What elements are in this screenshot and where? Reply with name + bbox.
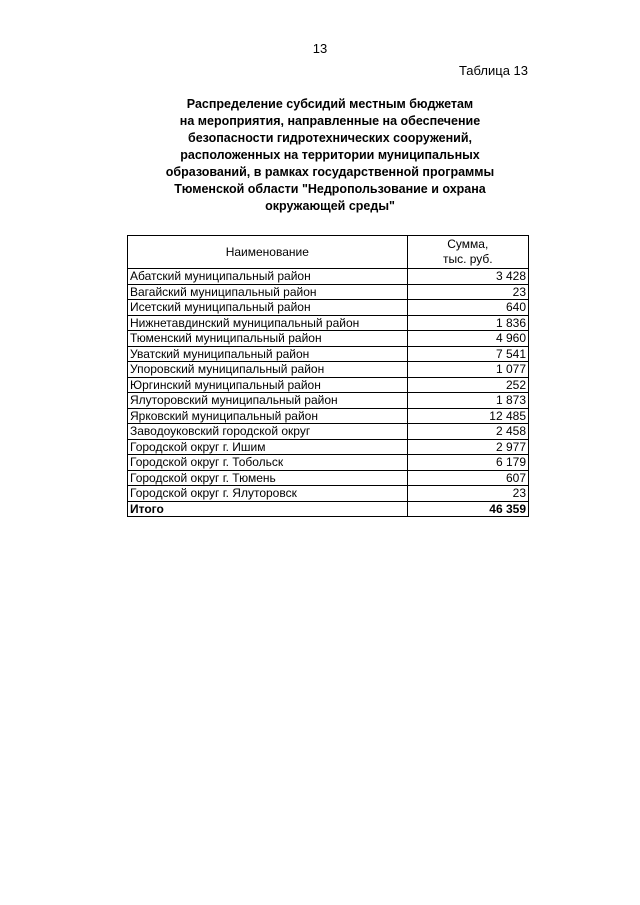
row-sum: 1 873 — [407, 393, 528, 409]
title-line: на мероприятия, направленные на обеспечение — [179, 114, 481, 128]
row-name: Городской округ г. Ишим — [128, 439, 408, 455]
total-row — [128, 501, 529, 517]
table-row — [128, 439, 529, 455]
table-row — [128, 486, 529, 502]
row-name: Заводоуковский городской округ — [128, 424, 408, 440]
table-row — [128, 269, 529, 285]
table-row — [128, 315, 529, 331]
row-name: Юргинский муниципальный район — [128, 377, 408, 393]
document-title — [150, 96, 510, 215]
table-row — [128, 393, 529, 409]
page-number: 13 — [312, 41, 328, 56]
row-name: Исетский муниципальный район — [128, 300, 408, 316]
row-sum: 6 179 — [407, 455, 528, 471]
row-sum: 1 836 — [407, 315, 528, 331]
total-label: Итого — [128, 501, 408, 517]
row-name: Ярковский муниципальный район — [128, 408, 408, 424]
row-sum: 12 485 — [407, 408, 528, 424]
row-name: Вагайский муниципальный район — [128, 284, 408, 300]
table-row — [128, 284, 529, 300]
row-name: Городской округ г. Ялуторовск — [128, 486, 408, 502]
header-name: Наименование — [128, 236, 408, 269]
title-line: окружающей среды" — [265, 199, 395, 213]
title-line: образований, в рамках государственной программы — [165, 165, 495, 179]
header-sum-line: Сумма, — [447, 237, 489, 251]
title-line: расположенных на территории муниципальных — [180, 148, 480, 162]
header-sum — [407, 236, 528, 269]
table-row — [128, 470, 529, 486]
row-sum: 607 — [407, 470, 528, 486]
table-row — [128, 408, 529, 424]
row-name: Абатский муниципальный район — [128, 269, 408, 285]
row-sum: 640 — [407, 300, 528, 316]
row-name: Упоровский муниципальный район — [128, 362, 408, 378]
row-sum: 2 458 — [407, 424, 528, 440]
table-row — [128, 362, 529, 378]
table-row — [128, 424, 529, 440]
row-sum: 3 428 — [407, 269, 528, 285]
table-row — [128, 346, 529, 362]
row-sum: 2 977 — [407, 439, 528, 455]
table-row — [128, 377, 529, 393]
title-line: Распределение субсидий местным бюджетам — [186, 97, 474, 111]
header-sum-line: тыс. руб. — [442, 252, 493, 266]
table-row — [128, 455, 529, 471]
title-line: безопасности гидротехнических сооружений, — [188, 131, 472, 145]
row-name: Нижнетавдинский муниципальный район — [128, 315, 408, 331]
row-sum: 1 077 — [407, 362, 528, 378]
row-name: Городской округ г. Тобольск — [128, 455, 408, 471]
table-header-row — [128, 236, 529, 269]
row-sum: 23 — [407, 486, 528, 502]
row-name: Городской округ г. Тюмень — [128, 470, 408, 486]
row-sum: 4 960 — [407, 331, 528, 347]
row-name: Тюменский муниципальный район — [128, 331, 408, 347]
row-name: Ялуторовский муниципальный район — [128, 393, 408, 409]
row-name: Уватский муниципальный район — [128, 346, 408, 362]
title-line: Тюменской области "Недропользование и охрана — [174, 182, 486, 196]
table-label: Таблица 13 — [458, 63, 528, 78]
row-sum: 23 — [407, 284, 528, 300]
subsidies-table — [127, 235, 529, 517]
row-sum: 7 541 — [407, 346, 528, 362]
total-sum: 46 359 — [407, 501, 528, 517]
table-row — [128, 300, 529, 316]
row-sum: 252 — [407, 377, 528, 393]
table-row — [128, 331, 529, 347]
